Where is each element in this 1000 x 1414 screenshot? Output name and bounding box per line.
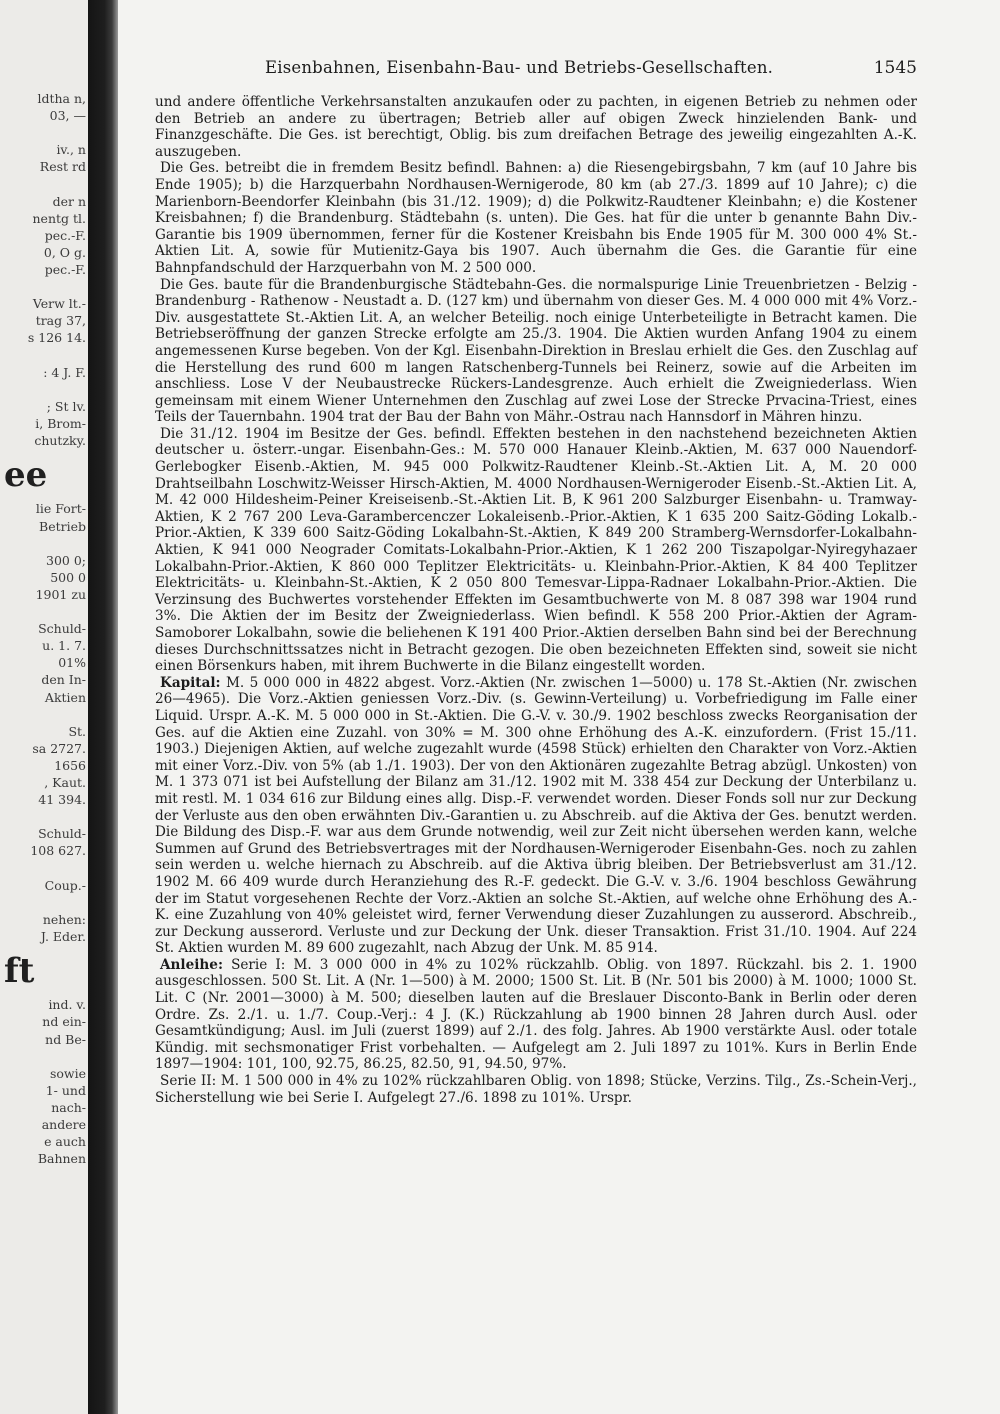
adjacent-page-text-fragment: ft [4,951,35,992]
adjacent-page-text-fragment: ee [4,455,48,496]
adjacent-page-text-fragment: Verw lt.- [32,296,86,312]
adjacent-page-text-fragment: Rest rd [39,159,86,175]
page-header [155,58,917,88]
adjacent-page-text-fragment: Coup.- [44,877,86,893]
adjacent-page-text-fragment: iv., n [56,142,86,158]
adjacent-page-text-fragment: chutzky. [34,433,86,448]
paragraph-capital [155,675,917,957]
adjacent-page-text-fragment: 1656 [54,757,86,773]
adjacent-page-text-fragment: Aktien [44,689,86,705]
adjacent-page-text-fragment: den In- [41,672,86,688]
adjacent-page-text-fragment: Schuld- [38,621,86,637]
adjacent-page-text-fragment: e auch [44,1134,86,1150]
page-number: 1545 [873,58,917,78]
adjacent-page-text-fragment: 108 627. [30,843,86,859]
adjacent-page-text-fragment: , Kaut. [44,775,86,790]
adjacent-page-text-fragment: nentg tl. [32,210,86,226]
adjacent-page-text-fragment: Schuld- [38,826,86,842]
adjacent-page-text-fragment: ; St lv. [46,398,86,414]
adjacent-page-text-fragment: J. Eder. [40,928,86,944]
adjacent-page-text-fragment: trag 37, [35,313,86,329]
adjacent-page-text-fragment: 03, — [49,108,86,124]
adjacent-page-text-fragment: Bahnen [37,1151,86,1167]
bond-keyword: Anleihe: [160,956,223,973]
paragraph-securities: Die 31./12. 1904 im Besitze der Ges. befindl. Effekten bestehen in den nachstehend bezeichneten Aktien deutscher u. österr.-ungar. Eisenbahn-Ges.: M. 570 000 Hanauer Kleinb.-Aktien, M. 637 000 Nauendorf-Gerlebogker Eisenb.-Aktien, M. 945 000 Polkwitz-Raudtener Kleinb.-St.-Aktien Lit. A, M. 20 000 Drahtseilbahn Loschwitz-Weisser Hirsch-Aktien, M. 4000 Nordhausen-Wernigeroder Eisenb.-St.-Aktien Lit. A, M. 42 000 Hildesheim-Peiner Kreiseisenb.-St.-Aktien Lit. B, K 961 200 Salzburger Eisenbahn- u. Tramway-Aktien, K 2 767 200 Leva-Garambercenczer Lokaleisenb.-Prior.-Aktien, K 1 635 200 Saitz-Göding Lokalb.-Prior.-Aktien, K 339 600 Saitz-Göding Lokalbahn-St.-Aktien, K 849 200 Stramberg-Wernsdorfer-Lokalbahn-Aktien, K 941 000 Neograder Comitats-Lokalbahn-Prior.-Aktien, K 1 262 200 Tiszapolgar-Nyiregyhazaer Lokalbahn-Prior.-Aktien, K 860 000 Teplitzer Elektricitäts- u. Kleinbahn-Prior.-Aktien, K 84 400 Teplitzer Elektricitäts- u. Kleinbahn-St.-Aktien, K 2 050 800 Temesvar-Lippa-Radnaer Lokalbahn-Prior.-Aktien. Die Verzinsung des Buchwertes vorstehender Effekten im Gesamtbuchwerte von M. 8 087 398 war 1904 rund 3%. Die Aktien der im Besitz der Zweigniederlass. Wien befindl. K 558 200 Prior.-Aktien der Agram-Samoborer Lokalbahn, sowie die beliehenen K 191 400 Prior.-Aktien derselben Bahn sind bei der Berechnung dieses Durchschnittssatzes nicht in Betracht gezogen. Die oben bezeichneten Effekten sind, soweit sie nicht einen Börsenkurs haben, mit ihrem Buchwerte in die Bilanz eingestellt worden. [155,425,917,675]
adjacent-page-text-fragment: pec.-F. [44,262,86,277]
document-page [155,58,917,1106]
adjacent-page-text-fragment: s 126 14. [27,330,86,346]
paragraph-bond-series-2: Serie II: M. 1 500 000 in 4% zu 102% rückzahlbaren Oblig. von 1898; Stücke, Verzins. Tilg., Zs.-Schein-Verj., Sicherstellung wie bei Serie I. Aufgelegt 27./6. 1898 zu 101%. Urspr. [155,1073,917,1106]
paragraph-bond-series-1 [155,957,917,1073]
adjacent-page-text-fragment: u. 1. 7. [42,638,86,654]
adjacent-page-text-fragment: ind. v. [48,997,86,1013]
adjacent-page-text-fragment: lie Fort- [35,501,86,517]
adjacent-page-text-fragment: sa 2727. [32,740,86,756]
adjacent-page-text-fragment: 0, O g. [43,244,86,260]
adjacent-page-fragment [0,0,88,1414]
book-gutter-shadow [88,0,118,1414]
adjacent-page-text-fragment: andere [41,1117,86,1132]
adjacent-page-text-fragment: nach- [51,1099,86,1115]
adjacent-page-text-fragment: : 4 J. F. [43,364,86,380]
capital-keyword: Kapital: [160,674,221,691]
adjacent-page-text-fragment: 41 394. [38,792,86,808]
adjacent-page-text-fragment: 1901 zu [35,586,86,602]
adjacent-page-text-fragment: pec.-F. [44,227,86,243]
adjacent-page-text-fragment: ldtha n, [37,91,86,106]
adjacent-page-text-fragment: 1- und [45,1082,86,1098]
paragraph-operated-lines: Die Ges. betreibt die in fremdem Besitz befindl. Bahnen: a) die Riesengebirgsbahn, 7 km (auf 10 Jahre bis Ende 1905); b) die Harzquerbahn Nordhausen-Wernigerode, 80 km (ab 27./3. 1899 auf 10 Jahre); c) die Marienborn-Beendorfer Kleinbahn (bis 31./12. 1909); d) die Polkwitz-Raudtener Kleinbahn; e) die Kostener Kreisbahnen; f) die Brandenburg. Städtebahn (s. unten). Die Ges. hat für die unter b genannte Bahn Div.-Garantie bis 1909 übernommen, ferner für die Kostener Kreisbahn bis Ende 1905 für M. 300 000 4% St.-Aktien Lit. A, sowie für Mutienitz-Gaya bis 1907. Auch übernahm die Ges. die Garantie für eine Bahnpfandschuld der Harzquerbahn von M. 2 500 000. [155,160,917,276]
adjacent-page-text-fragment: 01% [58,655,86,671]
adjacent-page-text-fragment: sowie [49,1065,86,1081]
running-title: Eisenbahnen, Eisenbahn-Bau- und Betriebs-Gesellschaften. [265,58,774,77]
paragraph-purpose: und andere öffentliche Verkehrsanstalten anzukaufen oder zu pachten, in eigenen Betrieb zu nehmen oder den Betrieb an andere zu übertragen; Betrieb aller auf obigen Zweck hinzielenden Bank- und Finanzgeschäfte. Die Ges. ist berechtigt, Oblig. bis zum dreifachen Betrage des jeweilig eingezahlten A.-K. auszugeben. [155,94,917,160]
adjacent-page-text-fragment: der n [52,193,86,209]
bond-series-1-text: Serie I: M. 3 000 000 in 4% zu 102% rückzahlb. Oblig. von 1897. Rückzahl. bis 2. 1. 1900 ausgeschlossen. 500 St. Lit. A (Nr. 1—500) à M. 2000; 1500 St. Lit. B (Nr. 501 bis 2000) à M. 1000; 1000 St. Lit. C (Nr. 2001—3000) à M. 500; dieselben lauten auf die Breslauer Disconto-Bank in Berlin oder deren Ordre. Zs. 2./1. u. 1./7. Coup.-Verj.: 4 J. (K.) Rückzahlung ab 1900 binnen 28 Jahren durch Ausl. oder Gesamtkündigung; Ausl. im Juli (zuerst 1899) auf 2./1. des folg. Jahres. Ab 1900 verstärkte Ausl. oder totale Kündig. mit sechsmonatiger Frist vorbehalten. — Aufgelegt am 2. Juli 1897 zu 101%. Kurs in Berlin Ende 1897—1904: 101, 100, 92.75, 86.25, 82.50, 91, 94.50, 97%. [155,956,917,1073]
adjacent-page-text-fragment: nd Be- [45,1031,86,1047]
adjacent-page-text-fragment: i, Brom- [35,415,86,431]
adjacent-page-text-fragment: 300 0; [46,552,86,568]
adjacent-page-text-fragment: nehen: [42,911,86,927]
adjacent-page-text-fragment: St. [68,723,86,739]
adjacent-page-text-fragment: nd ein- [42,1014,86,1030]
capital-text: M. 5 000 000 in 4822 abgest. Vorz.-Aktien (Nr. zwischen 1—5000) u. 178 St.-Aktien (Nr. zwischen 26—4965). Die Vorz.-Aktien geniessen Vorz.-Div. (s. Gewinn-Verteilung) u. Vorbefriedigung im Falle einer Liquid. Urspr. A.-K. M. 5 000 000 in St.-Aktien. Die G.-V. v. 30./9. 1902 beschloss zwecks Reorganisation der Ges. auf die Aktien eine Zuzahl. von 30% = M. 300 ohne Erhöhung des A.-K. einzufordern. (Frist 15./11. 1903.) Diejenigen Aktien, auf welche zugezahlt wurde (4598 Stück) erhielten den Charakter von Vorz.-Aktien mit einer Vorz.-Div. von 5% (ab 1./1. 1903). Der von den Aktionären zugezahlte Betrag abzügl. Unkosten) von M. 1 373 071 ist bei Aufstellung der Bilanz am 31./12. 1902 mit M. 338 454 zur Deckung der Unterbilanz u. mit restl. M. 1 034 616 zur Bildung eines allg. Disp.-F. verwendet worden. Dieser Fonds soll nur zur Deckung der Verluste aus den oben erwähnten Div.-Garantien u. zu Abschreib. auf die Aktiva der Ges. benutzt werden. Die Bildung des Disp.-F. war aus dem Grunde notwendig, weil zur Zeit nicht übersehen werden kann, welche Summen auf Grund des Betriebsvertrages mit der Nordhausen-Wernigeroder Eisenbahn-Ges. noch zu zahlen sein werden u. welche hiernach zu Abschreib. auf die Aktiva übrig bleiben. Der Betriebsverlust am 31./12. 1902 M. 66 409 wurde durch Heranziehung des R.-F. gedeckt. Die G.-V. v. 3./6. 1904 beschloss Gewährung der im Statut vorgesehenen Rechte der Vorz.-Aktien an solche St.-Aktien, auf welche ohne Erhöhung des A.-K. eine Zuzahlung von 40% geleistet wird, ferner Verwendung dieser Zuzahlungen zu ausserord. Abschreib., zur Deckung ausserord. Verluste und zur Deckung der Unk. dieser Transaktion. Frist 31./10. 1904. Auf 224 St. Aktien wurden M. 89 600 zugezahlt, nach Abzug der Unk. M. 85 914. [155,674,917,957]
adjacent-page-text-fragment: 500 0 [50,569,86,585]
paragraph-construction: Die Ges. baute für die Brandenburgische Städtebahn-Ges. die normalspurige Linie Treuenbrietzen - Belzig - Brandenburg - Rathenow - Neustadt a. D. (127 km) und übernahm von dieser Ges. M. 4 000 000 mit 4% Vorz.-Div. ausgestattete St.-Aktien Lit. A, an welcher Beteilig. noch einige Unterbeteiligte in Betracht kamen. Die Betriebseröffnung der ganzen Strecke erfolgte am 25./3. 1904. Die Aktien wurden Anfang 1904 zu einem angemessenen Kurse begeben. Von der Kgl. Eisenbahn-Direktion in Breslau erhielt die Ges. den Zuschlag auf die Herstellung des rund 600 m langen Ratschenberg-Tunnels bei Reinerz, sowie auf die Arbeiten im anschliess. Lose V der Neubaustrecke Rückers-Landesgrenze. Auch erhielt die Zweigniederlass. Wien gemeinsam mit einem Wiener Unternehmen den Zuschlag auf zwei Lose der Strecke Prvacina-Triest, eines Teils der Tauernbahn. 1904 trat der Bau der Bahn von Mähr.-Ostrau nach Hannsdorf in Mähren hinzu. [155,276,917,426]
adjacent-page-text-fragment: Betrieb [39,518,86,534]
